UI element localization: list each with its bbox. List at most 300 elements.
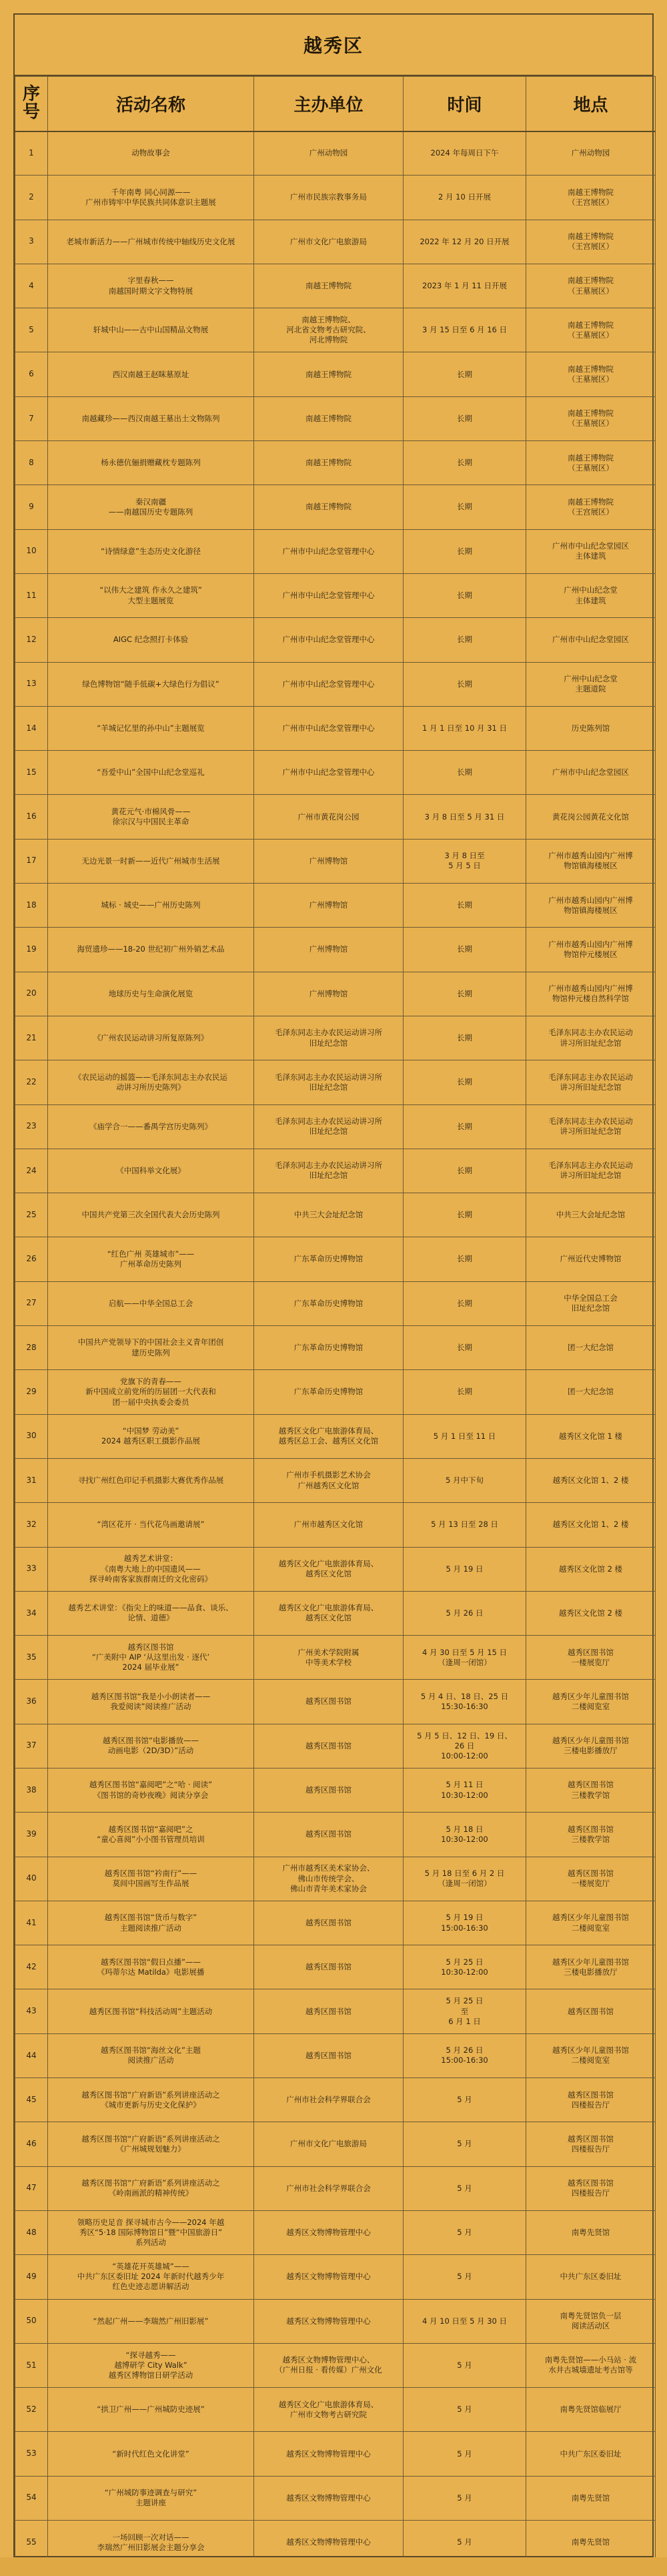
time: 5 月 4 日、18 日、25 日 15:30-16:30 (404, 1680, 526, 1724)
table-row (15, 2432, 656, 2476)
table-row (15, 662, 656, 706)
row-index: 23 (15, 1104, 48, 1149)
table-row (15, 1237, 656, 1281)
activity-name: 越秀区图书馆“嘉阅吧”之“哈 · 阅读” 《图书馆的奇妙夜晚》阅读分享会 (48, 1768, 254, 1812)
location: 中共广东区委旧址 (526, 2255, 656, 2299)
time: 5 月 13 日至 28 日 (404, 1503, 526, 1547)
activity-name: “探寻越秀—— 越博研学 City Walk” 越秀区博物馆日研学活动 (48, 2343, 254, 2387)
row-index: 28 (15, 1326, 48, 1370)
table-row (15, 1016, 656, 1060)
activity-name: 无边光景一时新——近代广州城市生活展 (48, 839, 254, 883)
table-row (15, 1104, 656, 1149)
organizer: 南越王博物院 (254, 264, 404, 308)
location: 广州中山纪念堂 主体建筑 (526, 573, 656, 617)
activity-name: AIGC 纪念照打卡体验 (48, 618, 254, 662)
activity-name: 动物故事会 (48, 131, 254, 176)
organizer: 广州市中山纪念堂管理中心 (254, 706, 404, 750)
time: 5 月 (404, 2343, 526, 2387)
time: 长期 (404, 751, 526, 795)
location: 毛泽东同志主办农民运动 讲习所旧址纪念馆 (526, 1060, 656, 1104)
row-index: 51 (15, 2343, 48, 2387)
location: 中华全国总工会 旧址纪念馆 (526, 1281, 656, 1325)
time: 5 月 18 日至 6 月 2 日 （逢周一闭馆） (404, 1857, 526, 1901)
location: 越秀区图书馆 三楼教学馆 (526, 1813, 656, 1857)
row-index: 27 (15, 1281, 48, 1325)
organizer: 南越王博物院 (254, 396, 404, 440)
activity-name: 越秀区图书馆“科技活动周”主题活动 (48, 1989, 254, 2033)
time: 2024 年每周日下午 (404, 131, 526, 176)
activity-name: 《中国科举文化展》 (48, 1149, 254, 1193)
row-index: 48 (15, 2210, 48, 2254)
location: 南越王博物院 （王墓展区） (526, 264, 656, 308)
activity-name: 越秀区图书馆“电影播放—— 动画电影（2D/3D）”活动 (48, 1724, 254, 1768)
activity-name: 《庙学合一——番禺学宫历史陈列》 (48, 1104, 254, 1149)
organizer: 广州市文化广电旅游局 (254, 2122, 404, 2166)
row-index: 25 (15, 1193, 48, 1237)
row-index: 15 (15, 751, 48, 795)
row-index: 31 (15, 1458, 48, 1502)
table-row (15, 2210, 656, 2254)
location: 越秀区文化馆 2 楼 (526, 1547, 656, 1591)
row-index: 50 (15, 2299, 48, 2343)
table-row (15, 928, 656, 972)
table-row (15, 1149, 656, 1193)
time: 5 月 25 日 10:30-12:00 (404, 1945, 526, 1989)
time: 长期 (404, 1149, 526, 1193)
organizer: 越秀区文化广电旅游体育局、 广州市文物考古研究院 (254, 2388, 404, 2432)
header-time: 时间 (404, 77, 526, 131)
table-row (15, 176, 656, 220)
location: 南粤先贤馆 (526, 2521, 656, 2565)
table-row (15, 352, 656, 396)
organizer: 越秀区文物博物管理中心 (254, 2476, 404, 2520)
row-index: 53 (15, 2432, 48, 2476)
row-index: 45 (15, 2078, 48, 2122)
location: 南越王博物院 （王墓展区） (526, 396, 656, 440)
time: 5 月 11 日 10:30-12:00 (404, 1768, 526, 1812)
location: 广州市中山纪念堂园区 主体建筑 (526, 529, 656, 573)
organizer: 越秀区图书馆 (254, 1724, 404, 1768)
activity-name: 越秀区图书馆“嘉阅吧”之 “童心喜阅”小小图书管理员培训 (48, 1813, 254, 1857)
table-row (15, 2476, 656, 2520)
row-index: 9 (15, 485, 48, 529)
row-index: 49 (15, 2255, 48, 2299)
organizer: 广州市社会科学界联合会 (254, 2078, 404, 2122)
row-index: 38 (15, 1768, 48, 1812)
activity-name: 西汉南越王赵眜墓原址 (48, 352, 254, 396)
location: 越秀区图书馆 (526, 1989, 656, 2033)
time: 5 月 26 日 15:00-16:30 (404, 2033, 526, 2077)
time: 5 月 (404, 2521, 526, 2565)
table-row (15, 618, 656, 662)
organizer: 广东革命历史博物馆 (254, 1370, 404, 1414)
activity-name: 越秀区图书馆“海丝文化”主题 阅读推广活动 (48, 2033, 254, 2077)
table-row (15, 1503, 656, 1547)
header-index: 序号 (15, 77, 48, 131)
location: 广州市中山纪念堂园区 (526, 751, 656, 795)
activity-name: 越秀区图书馆 “广美附中 AIP ‘从这里出发 · 逐代’ 2024 届毕业展” (48, 1636, 254, 1680)
table-row (15, 1060, 656, 1104)
table-row (15, 2078, 656, 2122)
time: 5 月 (404, 2166, 526, 2210)
organizer: 中共三大会址纪念馆 (254, 1193, 404, 1237)
time: 长期 (404, 441, 526, 485)
time: 4 月 30 日至 5 月 15 日 （逢周一闭馆） (404, 1636, 526, 1680)
time: 长期 (404, 1281, 526, 1325)
row-index: 16 (15, 795, 48, 839)
table-row (15, 1281, 656, 1325)
location: 南越王博物院 （王墓展区） (526, 441, 656, 485)
location: 毛泽东同志主办农民运动 讲习所旧址纪念馆 (526, 1149, 656, 1193)
activity-name: 越秀艺术讲堂：《指尖上的味道——品食、谈乐、 论情、道德》 (48, 1591, 254, 1635)
organizer: 越秀区文物博物管理中心、 （广州日报 · 看传媒）广州文化 (254, 2343, 404, 2387)
header-location: 地点 (526, 77, 656, 131)
table-row (15, 1680, 656, 1724)
activity-name: 老城市新活力——广州城市传统中轴线历史文化展 (48, 220, 254, 264)
location: 中共三大会址纪念馆 (526, 1193, 656, 1237)
time: 长期 (404, 1193, 526, 1237)
organizer: 广州博物馆 (254, 928, 404, 972)
table-row (15, 1547, 656, 1591)
activity-name: “英雄花开英雄城”—— 中共广东区委旧址 2024 年新时代越秀少年 红色史迹志愿讲解活动 (48, 2255, 254, 2299)
row-index: 39 (15, 1813, 48, 1857)
organizer: 广州市中山纪念堂管理中心 (254, 751, 404, 795)
table-row (15, 2388, 656, 2432)
location: 南粤先贤馆 (526, 2210, 656, 2254)
location: 南越王博物院 （王宫展区） (526, 220, 656, 264)
location: 黄花岗公园黄花文化馆 (526, 795, 656, 839)
time: 5 月 (404, 2078, 526, 2122)
activity-name: 南越藏珍——西汉南越王墓出土文物陈列 (48, 396, 254, 440)
time: 5 月 19 日 (404, 1547, 526, 1591)
activity-name: “然起广州——李瑞然广州旧影展” (48, 2299, 254, 2343)
row-index: 37 (15, 1724, 48, 1768)
organizer: 越秀区图书馆 (254, 2033, 404, 2077)
time: 长期 (404, 1326, 526, 1370)
table-row (15, 1813, 656, 1857)
row-index: 14 (15, 706, 48, 750)
organizer: 越秀区文物博物管理中心 (254, 2432, 404, 2476)
organizer: 广州市文化广电旅游局 (254, 220, 404, 264)
row-index: 18 (15, 884, 48, 928)
row-index: 42 (15, 1945, 48, 1989)
location: 越秀区文化馆 2 楼 (526, 1591, 656, 1635)
row-index: 3 (15, 220, 48, 264)
table-row (15, 1193, 656, 1237)
row-index: 33 (15, 1547, 48, 1591)
table-row (15, 1458, 656, 1502)
organizer: 越秀区文物博物管理中心 (254, 2299, 404, 2343)
row-index: 24 (15, 1149, 48, 1193)
organizer: 广东革命历史博物馆 (254, 1237, 404, 1281)
row-index: 46 (15, 2122, 48, 2166)
activity-name: 一场回顾一次对话—— 李瑞然广州旧影展会主题分享会 (48, 2521, 254, 2565)
time: 5 月 5 日、12 日、19 日、 26 日 10:00-12:00 (404, 1724, 526, 1768)
organizer: 广东革命历史博物馆 (254, 1281, 404, 1325)
organizer: 广州美术学院附属 中等美术学校 (254, 1636, 404, 1680)
activity-name: 党旗下的青春—— 新中国成立前党所的历届团一大代表和 团一届中央执委会委员 (48, 1370, 254, 1414)
time: 5 月 (404, 2210, 526, 2254)
time: 长期 (404, 884, 526, 928)
activity-name: “吾爱中山”全国中山纪念堂巡礼 (48, 751, 254, 795)
organizer: 广东革命历史博物馆 (254, 1326, 404, 1370)
organizer: 南越王博物院 (254, 485, 404, 529)
time: 长期 (404, 529, 526, 573)
table-header-row (15, 77, 656, 131)
activity-name: 越秀区图书馆“我是小小朗读者—— 我爱阅读”阅读推广活动 (48, 1680, 254, 1724)
location: 历史陈列馆 (526, 706, 656, 750)
organizer: 越秀区图书馆 (254, 1813, 404, 1857)
organizer: 越秀区图书馆 (254, 1945, 404, 1989)
table-row (15, 264, 656, 308)
activity-name: 领略历史足音 探寻城市古今——2024 年越 秀区“5·18 国际博物馆日”暨“中国旅游日” 系列活动 (48, 2210, 254, 2254)
time: 5 月 19 日 15:00-16:30 (404, 1901, 526, 1945)
location: 越秀区少年儿童图书馆 二楼阅览室 (526, 1901, 656, 1945)
time: 长期 (404, 1060, 526, 1104)
activity-name: 越秀区图书馆“货币与数字” 主题阅读推广活动 (48, 1901, 254, 1945)
activity-name: “中国梦 劳动美” 2024 越秀区职工摄影作品展 (48, 1414, 254, 1458)
time: 5 月 (404, 2476, 526, 2520)
table-row (15, 706, 656, 750)
row-index: 8 (15, 441, 48, 485)
activity-name: 中国共产党领导下的中国社会主义青年团创 建历史陈列 (48, 1326, 254, 1370)
row-index: 47 (15, 2166, 48, 2210)
time: 5 月 1 日至 11 日 (404, 1414, 526, 1458)
organizer: 南越王博物院、 河北省文物考古研究院、 河北博物院 (254, 308, 404, 352)
time: 5 月 (404, 2255, 526, 2299)
location: 团一大纪念馆 (526, 1370, 656, 1414)
location: 南越王博物院 （王墓展区） (526, 352, 656, 396)
organizer: 毛泽东同志主办农民运动讲习所 旧址纪念馆 (254, 1149, 404, 1193)
location: 南粤先贤馆负一层 阅读活动区 (526, 2299, 656, 2343)
activity-name: 《广州农民运动讲习所复原陈列》 (48, 1016, 254, 1060)
activity-name: 越秀区图书馆“广府新语”系列讲座活动之 《岭南画派的精神传统》 (48, 2166, 254, 2210)
organizer: 广州市黄花岗公园 (254, 795, 404, 839)
organizer: 广州市越秀区美术家协会、 佛山市传统学会、 佛山市青年美术家协会 (254, 1857, 404, 1901)
row-index: 2 (15, 176, 48, 220)
location: 越秀区文化馆 1 楼 (526, 1414, 656, 1458)
page-title: 越秀区 (15, 15, 652, 76)
table-row (15, 2343, 656, 2387)
time: 长期 (404, 396, 526, 440)
time: 长期 (404, 1370, 526, 1414)
table-row (15, 1857, 656, 1901)
location: 南粤先贤馆——小马站 · 流 水井古城墙遗址考古馆等 (526, 2343, 656, 2387)
organizer: 广州博物馆 (254, 839, 404, 883)
table-row (15, 1636, 656, 1680)
row-index: 43 (15, 1989, 48, 2033)
activity-name: 寻找广州红色印记手机摄影大赛优秀作品展 (48, 1458, 254, 1502)
location: 中共广东区委旧址 (526, 2432, 656, 2476)
row-index: 36 (15, 1680, 48, 1724)
table-row (15, 1370, 656, 1414)
table-row (15, 1591, 656, 1635)
activity-name: 中国共产党第三次全国代表大会历史陈列 (48, 1193, 254, 1237)
time: 长期 (404, 662, 526, 706)
row-index: 32 (15, 1503, 48, 1547)
activity-name: 越秀区图书馆“衿南行”—— 莫间中国画写生作品展 (48, 1857, 254, 1901)
activity-name: 字里春秋—— 南越国时期文字文物特展 (48, 264, 254, 308)
activity-name: 《农民运动的摇篮——毛泽东同志主办农民运 动讲习所历史陈列》 (48, 1060, 254, 1104)
location: 越秀区图书馆 三楼教学馆 (526, 1768, 656, 1812)
location: 广州市越秀山园内广州博 物馆仲元楼展区 (526, 928, 656, 972)
organizer: 越秀区文化广电旅游体育局、 越秀区总工会、越秀区文化馆 (254, 1414, 404, 1458)
row-index: 41 (15, 1901, 48, 1945)
location: 广州市越秀山园内广州博 物馆镇海楼展区 (526, 884, 656, 928)
row-index: 40 (15, 1857, 48, 1901)
table-row (15, 884, 656, 928)
location: 越秀区图书馆 四楼报告厅 (526, 2078, 656, 2122)
location: 越秀区图书馆 四楼报告厅 (526, 2122, 656, 2166)
activity-name: 地球历史与生命演化展览 (48, 972, 254, 1016)
location: 团一大纪念馆 (526, 1326, 656, 1370)
time: 5 月 25 日 至 6 月 1 日 (404, 1989, 526, 2033)
organizer: 越秀区图书馆 (254, 1901, 404, 1945)
row-index: 34 (15, 1591, 48, 1635)
row-index: 21 (15, 1016, 48, 1060)
row-index: 4 (15, 264, 48, 308)
row-index: 10 (15, 529, 48, 573)
location: 毛泽东同志主办农民运动 讲习所旧址纪念馆 (526, 1104, 656, 1149)
time: 3 月 15 日至 6 月 16 日 (404, 308, 526, 352)
activity-name: “湾区花开 · 当代花鸟画邀请展” (48, 1503, 254, 1547)
location: 南越王博物院 （王宫展区） (526, 176, 656, 220)
table-row (15, 1768, 656, 1812)
table-row (15, 1945, 656, 1989)
location: 越秀区图书馆 一楼展览厅 (526, 1636, 656, 1680)
activity-name: 轩城中山——古中山国精品文物展 (48, 308, 254, 352)
activity-name: 秦汉南疆 ——南越国历史专题陈列 (48, 485, 254, 529)
time: 长期 (404, 972, 526, 1016)
activity-name: 越秀艺术讲堂： 《南粤大地上的中国遗风—— 探寻岭南客家族群南迁的文化密码》 (48, 1547, 254, 1591)
time: 2022 年 12 月 20 日开展 (404, 220, 526, 264)
time: 5 月 (404, 2122, 526, 2166)
time: 5 月 (404, 2388, 526, 2432)
location: 南越王博物院 （王宫展区） (526, 485, 656, 529)
bottom-strip (0, 2557, 667, 2576)
organizer: 毛泽东同志主办农民运动讲习所 旧址纪念馆 (254, 1016, 404, 1060)
row-index: 5 (15, 308, 48, 352)
time: 长期 (404, 485, 526, 529)
activity-name: 千年南粤 同心同源—— 广州市铸牢中华民族共同体意识主题展 (48, 176, 254, 220)
table-row (15, 2299, 656, 2343)
table-row (15, 795, 656, 839)
table-row (15, 2033, 656, 2077)
location: 广州市中山纪念堂园区 (526, 618, 656, 662)
location: 毛泽东同志主办农民运动 讲习所旧址纪念馆 (526, 1016, 656, 1060)
organizer: 广州市民族宗教事务局 (254, 176, 404, 220)
activity-name: 启航——中华全国总工会 (48, 1281, 254, 1325)
activity-name: 海贸遗珍——18-20 世纪初广州外销艺术品 (48, 928, 254, 972)
table-row (15, 2255, 656, 2299)
organizer: 广州市中山纪念堂管理中心 (254, 618, 404, 662)
activity-name: 黄花元气·市棉风骨—— 徐宗汉与中国民主革命 (48, 795, 254, 839)
activity-name: “红色广州 英雄城市”—— 广州革命历史陈列 (48, 1237, 254, 1281)
row-index: 7 (15, 396, 48, 440)
row-index: 20 (15, 972, 48, 1016)
table-row (15, 1901, 656, 1945)
organizer: 越秀区文物博物管理中心 (254, 2521, 404, 2565)
organizer: 越秀区文化广电旅游体育局、 越秀区文化馆 (254, 1591, 404, 1635)
time: 长期 (404, 1016, 526, 1060)
location: 越秀区少年儿童图书馆 二楼阅览室 (526, 2033, 656, 2077)
row-index: 19 (15, 928, 48, 972)
organizer: 越秀区图书馆 (254, 1768, 404, 1812)
activity-name: “诗情绿意”生态历史文化游径 (48, 529, 254, 573)
organizer: 越秀区文物博物管理中心 (254, 2210, 404, 2254)
activity-name: 城标 · 城史——广州历史陈列 (48, 884, 254, 928)
table-row (15, 1989, 656, 2033)
time: 4 月 10 日至 5 月 30 日 (404, 2299, 526, 2343)
activity-name: “新时代红色文化讲堂” (48, 2432, 254, 2476)
organizer: 广州博物馆 (254, 972, 404, 1016)
activity-table (15, 76, 656, 2565)
table-row (15, 1724, 656, 1768)
time: 5 月中下旬 (404, 1458, 526, 1502)
location: 广州市越秀山园内广州博 物馆镇海楼展区 (526, 839, 656, 883)
table-row (15, 220, 656, 264)
time: 长期 (404, 1237, 526, 1281)
time: 5 月 18 日 10:30-12:00 (404, 1813, 526, 1857)
organizer: 毛泽东同志主办农民运动讲习所 旧址纪念馆 (254, 1104, 404, 1149)
row-index: 54 (15, 2476, 48, 2520)
organizer: 广州市中山纪念堂管理中心 (254, 662, 404, 706)
organizer: 南越王博物院 (254, 441, 404, 485)
table-body (15, 131, 656, 2565)
time: 2023 年 1 月 11 日开展 (404, 264, 526, 308)
table-row (15, 308, 656, 352)
organizer: 毛泽东同志主办农民运动讲习所 旧址纪念馆 (254, 1060, 404, 1104)
table-row (15, 485, 656, 529)
row-index: 35 (15, 1636, 48, 1680)
activity-name: 杨永德伉俪捐赠藏枕专题陈列 (48, 441, 254, 485)
time: 1 月 1 日至 10 月 31 日 (404, 706, 526, 750)
location: 越秀区图书馆 四楼报告厅 (526, 2166, 656, 2210)
activity-name: “拱卫广州——广州城防史迹展” (48, 2388, 254, 2432)
row-index: 22 (15, 1060, 48, 1104)
time: 长期 (404, 928, 526, 972)
time: 长期 (404, 618, 526, 662)
location: 越秀区少年儿童图书馆 二楼阅览室 (526, 1680, 656, 1724)
activity-name: “以伟大之建筑 作永久之建筑” 大型主题展览 (48, 573, 254, 617)
row-index: 55 (15, 2521, 48, 2565)
location: 越秀区少年儿童图书馆 三楼电影播放厅 (526, 1945, 656, 1989)
organizer: 广州博物馆 (254, 884, 404, 928)
table-row (15, 972, 656, 1016)
row-index: 1 (15, 131, 48, 176)
row-index: 11 (15, 573, 48, 617)
row-index: 12 (15, 618, 48, 662)
activity-name: “羊城记忆里的孙中山”主题展览 (48, 706, 254, 750)
organizer: 越秀区图书馆 (254, 1680, 404, 1724)
table-row (15, 2166, 656, 2210)
organizer: 越秀区文物博物管理中心 (254, 2255, 404, 2299)
organizer: 广州市越秀区文化馆 (254, 1503, 404, 1547)
organizer: 广州市中山纪念堂管理中心 (254, 529, 404, 573)
row-index: 30 (15, 1414, 48, 1458)
location: 广州近代史博物馆 (526, 1237, 656, 1281)
table-row (15, 1414, 656, 1458)
table-row (15, 2122, 656, 2166)
location: 南粤先贤馆 (526, 2476, 656, 2520)
time: 5 月 (404, 2432, 526, 2476)
location: 越秀区文化馆 1、2 楼 (526, 1458, 656, 1502)
table-row (15, 1326, 656, 1370)
time: 5 月 26 日 (404, 1591, 526, 1635)
organizer: 广州市手机摄影艺术协会 广州越秀区文化馆 (254, 1458, 404, 1502)
table-row (15, 573, 656, 617)
activity-name: 越秀区图书馆“广府新语”系列讲座活动之 《广州城规划魅力》 (48, 2122, 254, 2166)
